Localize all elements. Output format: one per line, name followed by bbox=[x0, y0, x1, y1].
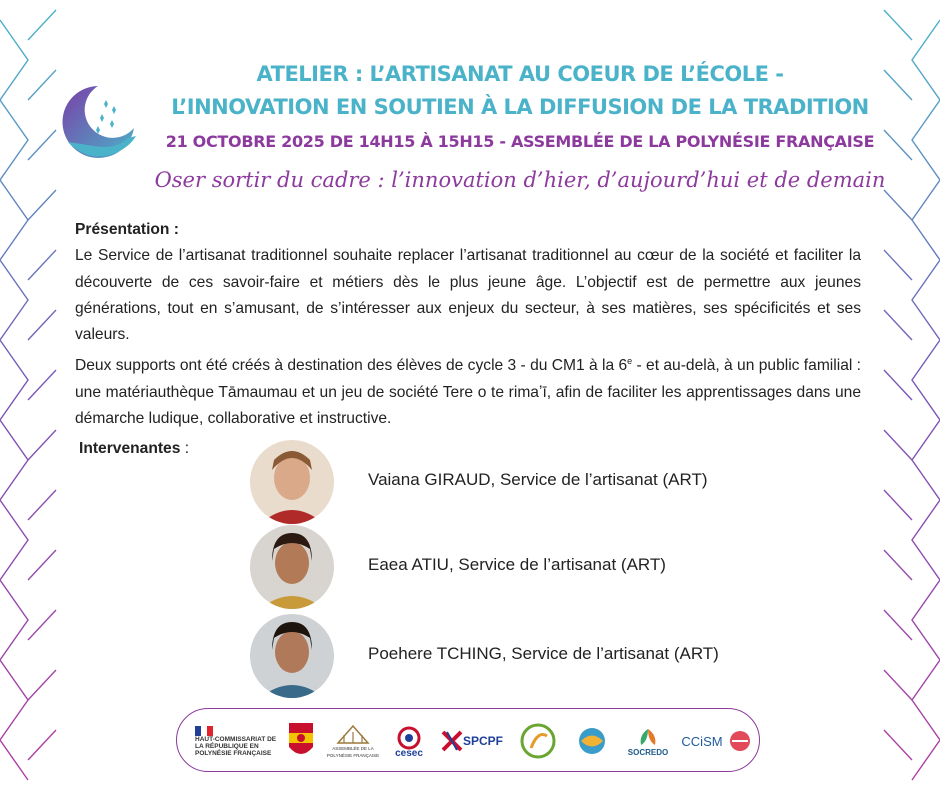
event-slogan: Oser sortir du cadre : l’innovation d’hier, d’aujourd’hui et de demain bbox=[154, 168, 886, 192]
french-flag-icon bbox=[195, 726, 213, 736]
speakers-heading: Intervenantes : bbox=[79, 440, 190, 457]
speaker-name: Vaiana GIRAUD, Service de l’artisanat (ART) bbox=[368, 470, 708, 489]
event-title-line1: ATELIER : L’ARTISANAT AU COEUR DE L’ÉCOLE - bbox=[256, 62, 784, 86]
speaker-item bbox=[250, 614, 870, 698]
socredo-logo: SOCREDO bbox=[623, 717, 673, 765]
speaker-name: Eaea ATIU, Service de l’artisanat (ART) bbox=[368, 555, 666, 574]
presentation-heading: Présentation : bbox=[75, 221, 179, 238]
cesec-logo: cesec bbox=[389, 717, 429, 765]
speaker-photo bbox=[250, 525, 334, 609]
speaker-item bbox=[250, 525, 870, 609]
ccism-logo: CCiSM bbox=[681, 733, 723, 749]
polynesia-emblem-logo bbox=[287, 717, 315, 765]
speaker-item bbox=[250, 440, 870, 524]
assemblee-logo: ASSEMBLÉE DE LA POLYNÉSIE FRANÇAISE bbox=[325, 717, 381, 765]
event-date-line: 21 OCTOBRE 2025 DE 14H15 À 15H15 - ASSEMBLÉE DE LA POLYNÉSIE FRANÇAISE bbox=[165, 132, 875, 151]
speaker-photo bbox=[250, 440, 334, 524]
presentation-section bbox=[75, 217, 861, 433]
left-ornament-border bbox=[0, 0, 60, 788]
haut-commissariat-logo: HAUT-COMMISSARIAT DE LA RÉPUBLIQUE EN POLYNÉSIE FRANÇAISE bbox=[195, 717, 285, 765]
speaker-photo bbox=[250, 614, 334, 698]
presentation-paragraph-2: Deux supports ont été créés à destination des élèves de cycle 3 - du CM1 à la 6e - et au-delà, à un public familial : une matériauthèque Tāmaumau et un jeu de société Tere o te rimaʼī, afin de faciliter les apprentissages dans une démarche ludique, collaborative et instructive. bbox=[75, 356, 861, 428]
partners-logo-strip bbox=[176, 708, 760, 772]
speaker-name: Poehere TCHING, Service de l’artisanat (ART) bbox=[368, 644, 719, 663]
chamber-fisheries-logo bbox=[569, 717, 615, 765]
presentation-paragraph-1: Le Service de l’artisanat traditionnel souhaite replacer l’artisanat traditionnel au cœur de la société et faciliter la découverte de ces savoir-faire et métiers dès le plus jeune âge. L’objectif est de permettre aux jeunes générations, tout en s’amusant, de s’intéresser aux enjeux du secteur, à ses matières, ses spécificités et ses valeurs. bbox=[75, 247, 861, 344]
map-logo bbox=[725, 717, 755, 765]
event-title-line2: L’INNOVATION EN SOUTIEN À LA DIFFUSION DE LA TRADITION bbox=[171, 95, 869, 119]
chamber-agriculture-logo bbox=[515, 717, 561, 765]
spcpf-logo: SPCPF bbox=[439, 717, 505, 765]
moon-hand-logo bbox=[58, 80, 140, 166]
